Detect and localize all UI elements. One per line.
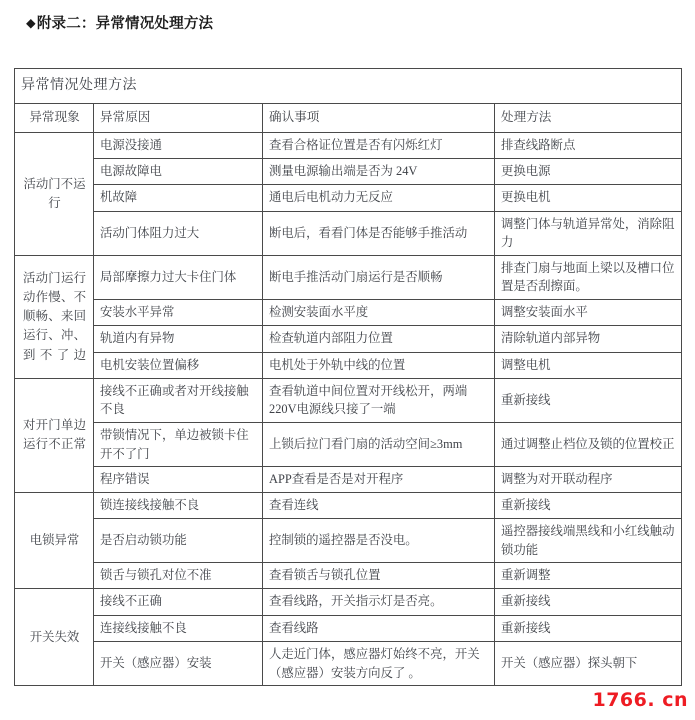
- fix-cell: 排查线路断点: [495, 133, 682, 159]
- cause-cell: 局部摩擦力过大卡住门体: [94, 255, 263, 299]
- table-row: [15, 589, 682, 615]
- check-cell: 查看锁舌与锁孔位置: [263, 563, 495, 589]
- cause-cell: 活动门体阻力过大: [94, 211, 263, 255]
- check-cell: APP查看是否是对开程序: [263, 467, 495, 493]
- cause-cell: 电源故障电: [94, 159, 263, 185]
- column-header-check: 确认事项: [263, 104, 495, 133]
- table-row: [15, 159, 682, 185]
- check-cell: 断电手推活动门扇运行是否顺畅: [263, 255, 495, 299]
- cause-cell: 电机安装位置偏移: [94, 352, 263, 378]
- table-row: [15, 492, 682, 518]
- cause-cell: 接线不正确: [94, 589, 263, 615]
- fix-cell: 重新接线: [495, 589, 682, 615]
- fix-cell: 调整电机: [495, 352, 682, 378]
- fix-cell: 更换电机: [495, 185, 682, 211]
- check-cell: 测量电源输出端是否为 24V: [263, 159, 495, 185]
- check-cell: 人走近门体，感应器灯始终不亮，开关（感应器）安装方向反了 。: [263, 641, 495, 685]
- page-title: [26, 12, 213, 33]
- cause-cell: 程序错误: [94, 467, 263, 493]
- diamond-bullet-icon: ◆: [26, 15, 36, 30]
- abnormality-handling-table: [14, 68, 682, 686]
- fix-cell: 重新接线: [495, 615, 682, 641]
- fix-cell: 调整为对开联动程序: [495, 467, 682, 493]
- table-row: [15, 563, 682, 589]
- table-row: [15, 326, 682, 352]
- check-cell: 通电后电机动力无反应: [263, 185, 495, 211]
- page-title-text: 附录二：异常情况处理方法: [36, 16, 214, 32]
- group-label-3: 对开门单边运行不正常: [15, 378, 94, 492]
- cause-cell: 连接线接触不良: [94, 615, 263, 641]
- table-row: [15, 211, 682, 255]
- cause-cell: 锁连接线接触不良: [94, 492, 263, 518]
- site-watermark: 1766. cn: [592, 689, 688, 711]
- check-cell: 控制锁的遥控器是否没电。: [263, 519, 495, 563]
- fix-cell: 遥控器接线端黑线和小红线触动锁功能: [495, 519, 682, 563]
- table-header-row: [15, 104, 682, 133]
- cause-cell: 电源没接通: [94, 133, 263, 159]
- check-cell: 查看合格证位置是否有闪烁红灯: [263, 133, 495, 159]
- column-header-phenomenon: 异常现象: [15, 104, 94, 133]
- fix-cell: 清除轨道内部异物: [495, 326, 682, 352]
- cause-cell: 安装水平异常: [94, 300, 263, 326]
- group-label-4: 电锁异常: [15, 492, 94, 589]
- check-cell: 上锁后拉门看门扇的活动空间≥3mm: [263, 422, 495, 466]
- column-header-cause: 异常原因: [94, 104, 263, 133]
- table-row: [15, 467, 682, 493]
- check-cell: 检查轨道内部阻力位置: [263, 326, 495, 352]
- table-title-row: [15, 69, 682, 104]
- cause-cell: 开关（感应器）安装: [94, 641, 263, 685]
- table-row: [15, 133, 682, 159]
- fix-cell: 重新接线: [495, 492, 682, 518]
- abnormality-table-wrapper: [14, 68, 681, 686]
- cause-cell: 接线不正确或者对开线接触不良: [94, 378, 263, 422]
- check-cell: 检测安装面水平度: [263, 300, 495, 326]
- table-row: [15, 519, 682, 563]
- table-row: [15, 615, 682, 641]
- cause-cell: 带锁情况下，单边被锁卡住开不了门: [94, 422, 263, 466]
- fix-cell: 更换电源: [495, 159, 682, 185]
- fix-cell: 调整门体与轨道异常处，消除阻力: [495, 211, 682, 255]
- fix-cell: 调整安装面水平: [495, 300, 682, 326]
- table-row: [15, 352, 682, 378]
- table-row: [15, 255, 682, 299]
- table-row: [15, 378, 682, 422]
- table-row: [15, 300, 682, 326]
- group-label-1: 活动门不运行: [15, 133, 94, 256]
- check-cell: 查看轨道中间位置对开线松开，两端220V电源线只接了一端: [263, 378, 495, 422]
- cause-cell: 锁舌与锁孔对位不准: [94, 563, 263, 589]
- table-title: 异常情况处理方法: [15, 69, 682, 104]
- check-cell: 查看连线: [263, 492, 495, 518]
- column-header-fix: 处理方法: [495, 104, 682, 133]
- fix-cell: 重新调整: [495, 563, 682, 589]
- check-cell: 断电后，看看门体是否能够手推活动: [263, 211, 495, 255]
- fix-cell: 排查门扇与地面上梁以及槽口位置是否刮擦面。: [495, 255, 682, 299]
- group-label-5: 开关失效: [15, 589, 94, 686]
- table-row: [15, 641, 682, 685]
- cause-cell: 机故障: [94, 185, 263, 211]
- cause-cell: 轨道内有异物: [94, 326, 263, 352]
- fix-cell: 通过调整止档位及锁的位置校正: [495, 422, 682, 466]
- group-label-2: 活动门运行动作慢、不顺畅、来回运行、冲、到不了边: [15, 255, 94, 378]
- fix-cell: 开关（感应器）探头朝下: [495, 641, 682, 685]
- check-cell: 电机处于外轨中线的位置: [263, 352, 495, 378]
- table-row: [15, 422, 682, 466]
- fix-cell: 重新接线: [495, 378, 682, 422]
- check-cell: 查看线路，开关指示灯是否亮。: [263, 589, 495, 615]
- table-row: [15, 185, 682, 211]
- cause-cell: 是否启动锁功能: [94, 519, 263, 563]
- check-cell: 查看线路: [263, 615, 495, 641]
